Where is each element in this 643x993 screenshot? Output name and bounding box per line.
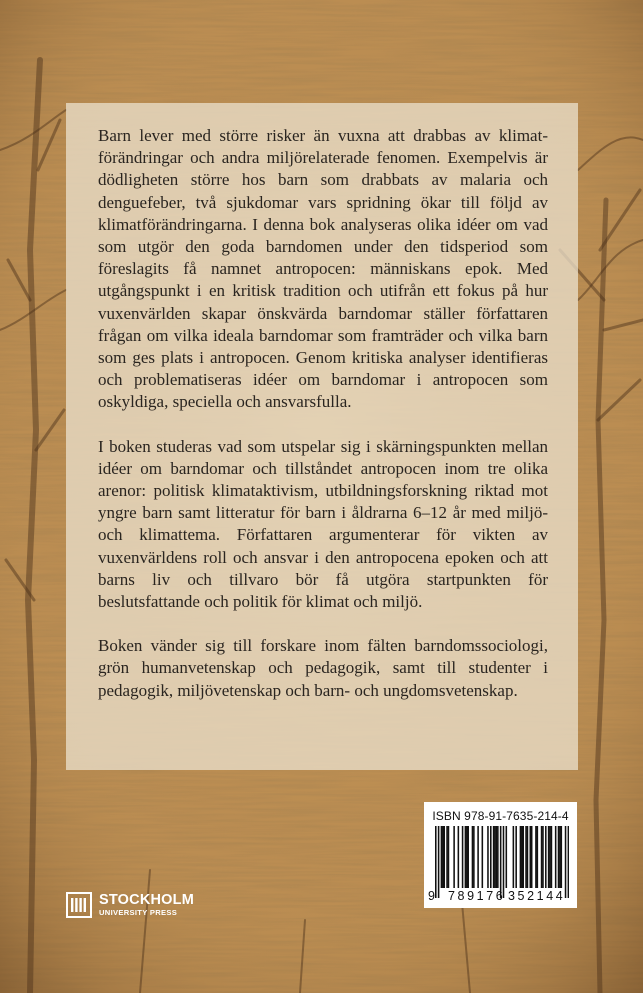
barcode-bar [522, 826, 524, 888]
barcode-bar [555, 826, 557, 888]
barcode-lead-digit: 9 [428, 889, 435, 903]
barcode-bar [472, 826, 474, 888]
barcode-bar [494, 826, 496, 888]
barcode-bar [458, 826, 460, 888]
barcode-bar [467, 826, 469, 888]
barcode-bar [441, 826, 443, 888]
barcode-bar [490, 826, 492, 888]
isbn-barcode [424, 802, 577, 908]
barcode-bar [521, 826, 523, 888]
publisher-logo [66, 888, 206, 922]
barcode-bar [487, 826, 489, 888]
barcode-bar [548, 826, 550, 888]
barcode-bar [473, 826, 475, 888]
barcode-bar [453, 826, 455, 888]
barcode-bar [446, 826, 448, 888]
barcode-bar [549, 826, 551, 888]
back-cover-blurb [98, 125, 548, 724]
barcode-bar [542, 826, 544, 888]
barcode-bar [465, 826, 467, 888]
barcode-bar [493, 826, 495, 888]
barcode-bar [448, 826, 450, 888]
barcode-bar [442, 826, 444, 888]
barcode-bar [551, 826, 553, 888]
blurb-paragraph-3: Boken vänder sig till forskare inom fälten barndomssociologi, grön humanvetenskap och pedagogik, samt till studenter i pedagogik, miljövetenskap och barn- och ungdomsvetenskap. [98, 636, 548, 700]
barcode-bar [558, 826, 560, 888]
barcode-bar [565, 826, 567, 898]
barcode-bar [438, 826, 440, 898]
isbn-label: ISBN 978-91-7635-214-4 [432, 809, 569, 823]
barcode-bar [568, 826, 569, 898]
blurb-paragraph-1: Barn lever med större risker än vuxna att drabbas av klimatförändringar och andra miljörelaterade fenomen. Exempelvis är dödligheten större hos barn som drabbats av malaria och denguefeber, två sjukdomar vars spridning ökar till följd av klimatförändringarna. I denna bok analyseras olika idéer om vad som utgör den goda barndomen under den tidsperiod som föreslagits få namnet antropocen: människans epok. Med utgångspunkt i en kritisk tradition och utifrån ett fokus på hur vuxenvärlden skapar önskvärda barndomar ställer författaren frågan om vilka ideala barndomar som framträder och vilka barn som ges plats i antropocen. Genom kritiska analyser identifieras och problematiseras idéer om barndomar i antropocen som oskyldiga, speciella och ansvarsfulla. [98, 126, 548, 412]
barcode-bar [506, 826, 508, 888]
barcode-bar [503, 826, 505, 898]
barcode-bar [443, 826, 445, 888]
barcode-bar [500, 826, 502, 898]
barcode-bar [541, 826, 543, 888]
barcode-bar [535, 826, 537, 888]
book-columns-icon [66, 892, 92, 918]
barcode-bars [435, 826, 569, 898]
blurb-paragraph-2: I boken studeras vad som utspelar sig i skärningspunkten mellan idéer om barndomar och tillståndet antropocen inom tre olika arenor: politisk klimataktivism, utbildningsforskning riktad mot yngre barn samt litteratur för barn i åldrarna 6–12 år med miljö- och klimattema. Författaren argumenterar för vikten av vuxenvärldens roll och ansvar i den antropocena epoken och att barns liv och tillvaro bör få utgöra startpunkten för beslutsfattande och politik för klimat och miljö. [98, 436, 548, 612]
barcode-bar [482, 826, 484, 888]
barcode-bar [497, 826, 499, 888]
barcode-bar [527, 826, 529, 888]
barcode-bar [435, 826, 437, 898]
barcode-bar [561, 826, 563, 888]
barcode-bar [531, 826, 533, 888]
barcode-left-digits: 789176 [448, 889, 506, 903]
barcode-bar [477, 826, 479, 888]
barcode-bar [525, 826, 527, 888]
barcode-bar [515, 826, 517, 888]
barcode-bar [545, 826, 547, 888]
barcode-bar [530, 826, 532, 888]
publisher-subtitle: UNIVERSITY PRESS [99, 908, 178, 918]
barcode-bar [520, 826, 522, 888]
barcode-bar [537, 826, 539, 888]
barcode-bar [559, 826, 561, 888]
barcode-bar [513, 826, 515, 888]
barcode-bar [462, 826, 464, 888]
barcode-bar [496, 826, 498, 888]
barcode-right-digits: 352144 [508, 889, 566, 903]
barcode-bar [466, 826, 468, 888]
publisher-name: STOCKHOLM [99, 891, 194, 908]
